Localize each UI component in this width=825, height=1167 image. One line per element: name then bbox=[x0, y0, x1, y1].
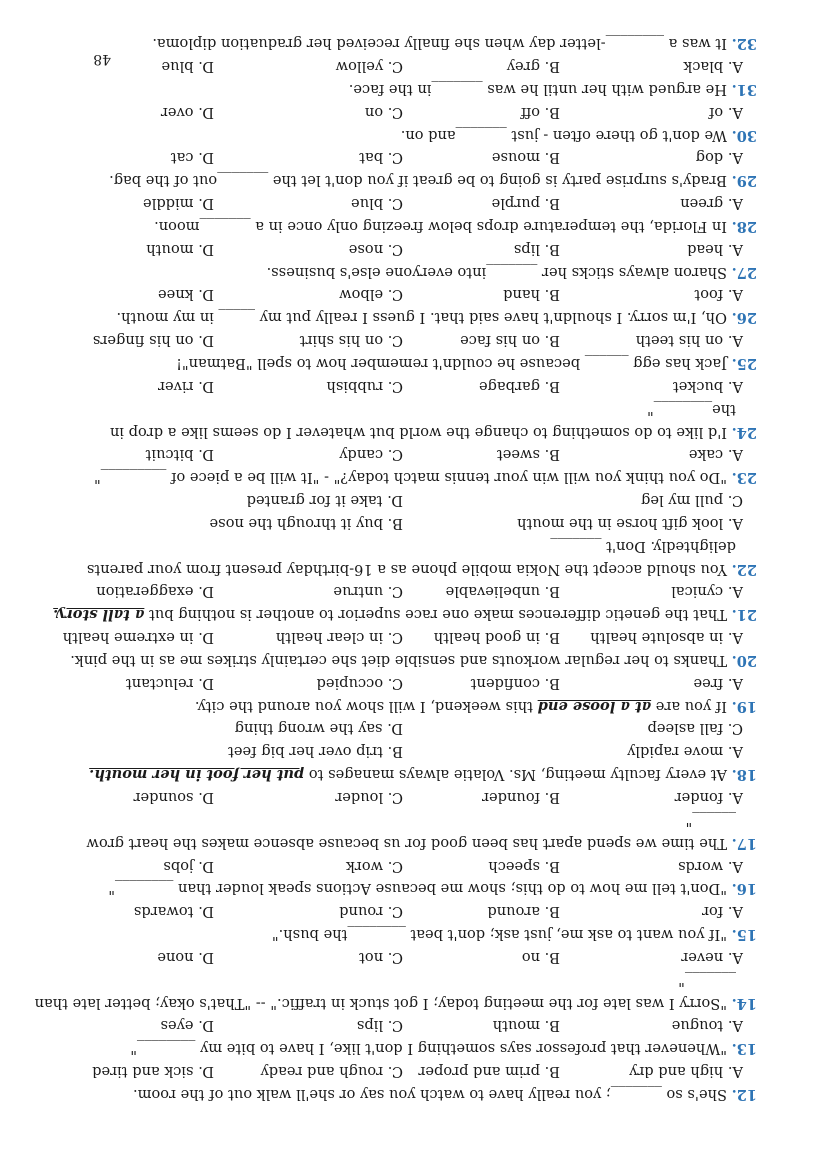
answer-blank: ______ bbox=[584, 355, 629, 372]
answer-options bbox=[61, 717, 757, 740]
answer-options bbox=[61, 625, 757, 648]
answer-option[interactable]: C. work bbox=[345, 857, 403, 875]
question-21 bbox=[53, 580, 757, 626]
question-32 bbox=[61, 31, 757, 54]
answer-blank: _______ bbox=[486, 263, 538, 281]
question-18 bbox=[61, 717, 757, 786]
question-number: 16. bbox=[731, 880, 757, 898]
answer-option[interactable]: A. move rapidly bbox=[627, 743, 743, 761]
answer-option[interactable]: B. buy it through the nose bbox=[209, 514, 403, 532]
answer-option[interactable]: A. head bbox=[687, 240, 743, 258]
question-text-line bbox=[61, 123, 757, 146]
question-text: out of the bag. bbox=[109, 172, 218, 190]
question-number: 12. bbox=[731, 1086, 757, 1103]
answer-option[interactable]: D. sick and tired bbox=[92, 1063, 214, 1081]
question-text: " bbox=[685, 811, 693, 829]
answer-option[interactable]: A. dog bbox=[695, 149, 743, 167]
question-text: moon. bbox=[154, 217, 200, 235]
answer-option[interactable]: C. not bbox=[359, 948, 403, 966]
question-number: 23. bbox=[731, 469, 757, 487]
question-28 bbox=[61, 191, 757, 237]
question-text-line bbox=[61, 420, 757, 443]
answer-option[interactable]: D. middle bbox=[143, 195, 214, 213]
answer-option[interactable]: D. exaggeration bbox=[96, 583, 214, 601]
answer-option[interactable]: D. over bbox=[160, 103, 214, 121]
question-text-line bbox=[53, 602, 757, 625]
answer-option[interactable]: C. bat bbox=[359, 149, 403, 167]
question-list bbox=[34, 31, 757, 1105]
question-text: Thanks to her regular workouts and sensible diet she certainly strikes me as in the pink. bbox=[70, 651, 727, 669]
question-text: this weekend, I will show you around the city. bbox=[194, 697, 538, 715]
question-number: 15. bbox=[731, 926, 757, 944]
idiom-phrase: a tall story. bbox=[53, 606, 145, 624]
question-13 bbox=[61, 1014, 757, 1060]
answer-option[interactable]: D. reluctant bbox=[125, 674, 214, 692]
answer-blank: _____ bbox=[218, 309, 255, 327]
question-text: He argued with her until he was bbox=[482, 80, 727, 98]
answer-option[interactable]: C. on bbox=[364, 103, 403, 121]
question-text: She's so bbox=[661, 1086, 727, 1103]
answer-blank: ________ bbox=[605, 35, 665, 53]
answer-option[interactable]: D. knee bbox=[158, 286, 214, 304]
question-23 bbox=[61, 443, 757, 489]
answer-option[interactable]: B. hand bbox=[503, 286, 560, 304]
question-text: "Whenever that professor says something I don't like, I have to bite my bbox=[195, 1040, 727, 1058]
question-text-line bbox=[61, 1082, 757, 1105]
question-25 bbox=[61, 328, 757, 374]
answer-option[interactable]: C. round bbox=[339, 903, 403, 921]
answer-option[interactable]: B. founder bbox=[482, 789, 560, 807]
question-text-line bbox=[61, 922, 757, 945]
answer-blank: ________ bbox=[114, 880, 174, 898]
question-text: "Sorry I was late for the meeting today; I got stuck in traffic." -- "That's okay; better late than bbox=[34, 994, 727, 1012]
answer-option[interactable]: B. unbelievable bbox=[445, 583, 560, 601]
question-text: "Don't tell me how to do this; show me because Actions speak louder than bbox=[173, 880, 727, 898]
answer-option[interactable]: A. green bbox=[680, 195, 743, 213]
answer-option[interactable]: D. take it for granted bbox=[246, 492, 403, 510]
answer-option[interactable]: B. mouse bbox=[491, 149, 560, 167]
answer-options bbox=[61, 328, 757, 351]
answer-options bbox=[61, 945, 757, 968]
answer-option[interactable]: D. sounder bbox=[133, 789, 214, 807]
question-text: " bbox=[130, 1040, 137, 1058]
question-27 bbox=[61, 237, 757, 283]
question-text-line bbox=[61, 77, 757, 100]
answer-option[interactable]: D. cat bbox=[170, 149, 214, 167]
question-26 bbox=[61, 283, 757, 329]
question-text-line bbox=[61, 214, 757, 237]
answer-option[interactable]: D. say the wrong thing bbox=[234, 720, 403, 738]
question-text: Sharon always sticks her bbox=[537, 263, 727, 281]
answer-option[interactable]: D. bitcuit bbox=[145, 446, 214, 464]
question-12 bbox=[61, 1059, 757, 1105]
answer-blank: _______ bbox=[684, 971, 736, 989]
question-text: delightedly. Don't bbox=[601, 537, 736, 555]
answer-options bbox=[61, 1014, 757, 1037]
question-text: I'd like to do something to change the world but whatever I do seems like a drop in bbox=[109, 423, 727, 441]
answer-option[interactable]: A. foot bbox=[694, 286, 743, 304]
answer-option[interactable]: A. words bbox=[678, 857, 743, 875]
question-number: 22. bbox=[731, 560, 757, 578]
answer-option[interactable]: A. free bbox=[693, 674, 743, 692]
question-number: 30. bbox=[731, 126, 757, 144]
answer-option[interactable]: B. sweet bbox=[496, 446, 560, 464]
question-text-line bbox=[34, 991, 757, 1014]
answer-options bbox=[61, 100, 757, 123]
question-text: At every faculty meeting, Ms. Volatie always manages to bbox=[304, 766, 727, 784]
answer-option[interactable]: B. prim and proper bbox=[418, 1063, 560, 1081]
answer-blank: ________ bbox=[653, 400, 713, 418]
question-text-line bbox=[61, 168, 757, 191]
answer-options bbox=[61, 580, 757, 603]
answer-blank: _________ bbox=[100, 469, 167, 487]
answer-option[interactable]: B. in good health bbox=[433, 629, 560, 647]
idiom-phrase: at a loose end bbox=[537, 697, 652, 715]
answer-option[interactable]: A. of bbox=[708, 103, 743, 121]
answer-options bbox=[61, 785, 757, 808]
answer-option[interactable]: C. rough and ready bbox=[260, 1063, 403, 1081]
question-text: in my mouth. bbox=[116, 309, 219, 327]
question-text: It was a bbox=[664, 35, 727, 53]
answer-options bbox=[61, 740, 757, 763]
question-text-line bbox=[61, 31, 757, 54]
question-text: -letter day when she finally received her graduation diploma. bbox=[152, 35, 606, 53]
answer-option[interactable]: C. rubbish bbox=[326, 377, 403, 395]
question-text: "Do you think you will win your tennis match today?" - "It will be a piece of bbox=[166, 469, 727, 487]
answer-option[interactable]: B. mouth bbox=[492, 1017, 560, 1035]
question-number: 17. bbox=[731, 834, 757, 852]
answer-option[interactable]: B. on his face bbox=[460, 332, 560, 350]
answer-blank: _______ bbox=[610, 1086, 662, 1103]
answer-option[interactable]: A. black bbox=[683, 58, 743, 76]
idiom-phrase: put her foot in her mouth. bbox=[89, 766, 305, 784]
question-text-line bbox=[61, 534, 757, 557]
question-text: The time we spend apart has been good for us because absence makes the heart grow bbox=[86, 834, 727, 852]
question-text: " bbox=[108, 880, 115, 898]
question-text: We don't go there often - just bbox=[506, 126, 727, 144]
question-text-line bbox=[61, 762, 757, 785]
answer-option[interactable]: C. elbow bbox=[339, 286, 403, 304]
question-text-line bbox=[61, 351, 757, 374]
question-number: 28. bbox=[731, 217, 757, 235]
question-text: the bbox=[712, 400, 736, 418]
answer-option[interactable]: B. speech bbox=[488, 857, 560, 875]
question-text: " bbox=[678, 971, 685, 989]
answer-options bbox=[61, 1059, 757, 1082]
answer-option[interactable]: D. in extreme health bbox=[62, 629, 214, 647]
page-number: 48 bbox=[93, 51, 111, 67]
answer-option[interactable]: A. cynical bbox=[671, 583, 743, 601]
answer-blank: _______ bbox=[199, 217, 251, 235]
answer-options bbox=[61, 374, 757, 397]
question-number: 31. bbox=[731, 80, 757, 98]
question-text-line bbox=[61, 397, 757, 420]
answer-options bbox=[61, 191, 757, 214]
answer-blank: ________ bbox=[347, 926, 406, 944]
question-17 bbox=[61, 785, 757, 854]
question-number: 25. bbox=[731, 355, 757, 372]
answer-option[interactable]: C. pull my leg bbox=[640, 492, 743, 510]
question-text: the bush." bbox=[271, 926, 348, 944]
question-number: 29. bbox=[731, 172, 757, 190]
question-15 bbox=[61, 899, 757, 945]
question-number: 13. bbox=[731, 1040, 757, 1058]
question-text-line bbox=[61, 808, 757, 831]
answer-options bbox=[61, 54, 757, 77]
question-text: If you are bbox=[651, 697, 727, 715]
answer-options bbox=[61, 899, 757, 922]
answer-blank: ________ bbox=[136, 1040, 196, 1058]
question-text-line bbox=[61, 877, 757, 900]
answer-option[interactable]: C. occupied bbox=[316, 674, 403, 692]
answer-option[interactable]: B. lips bbox=[513, 240, 560, 258]
answer-options bbox=[61, 237, 757, 260]
question-text: "If you want to ask me, just ask; don't beat bbox=[405, 926, 727, 944]
answer-option[interactable]: A. bucket bbox=[672, 377, 743, 395]
answer-options bbox=[61, 146, 757, 169]
question-number: 32. bbox=[731, 35, 757, 53]
answer-options bbox=[61, 283, 757, 306]
answer-options bbox=[61, 488, 757, 511]
question-16 bbox=[61, 854, 757, 900]
answer-option[interactable]: A. cake bbox=[688, 446, 743, 464]
answer-blank: ______ bbox=[692, 811, 736, 829]
answer-options bbox=[61, 511, 757, 534]
question-text-line bbox=[61, 694, 757, 717]
question-text: Oh, I'm sorry. I shouldn't have said that. I guess I really put my bbox=[254, 309, 727, 327]
answer-options bbox=[61, 854, 757, 877]
answer-option[interactable]: A. for bbox=[702, 903, 743, 921]
question-number: 19. bbox=[731, 697, 757, 715]
question-text: because he couldn't remember how to spell "Batman"! bbox=[176, 355, 585, 372]
answer-option[interactable]: C. in clear health bbox=[275, 629, 403, 647]
question-number: 20. bbox=[731, 651, 757, 669]
question-text: " bbox=[647, 400, 654, 418]
question-number: 18. bbox=[731, 766, 757, 784]
question-text-line bbox=[61, 557, 757, 580]
answer-option[interactable]: A. on his teeth bbox=[635, 332, 743, 350]
answer-option[interactable]: B. garbage bbox=[478, 377, 560, 395]
question-text-line bbox=[61, 465, 757, 488]
answer-blank: _______ bbox=[455, 126, 507, 144]
question-22 bbox=[61, 488, 757, 579]
answer-option[interactable]: D. mouth bbox=[146, 240, 214, 258]
question-text-line bbox=[61, 968, 757, 991]
answer-options bbox=[61, 443, 757, 466]
answer-option[interactable]: C. fall asleep bbox=[647, 720, 743, 738]
answer-blank: _______ bbox=[550, 537, 602, 555]
question-20 bbox=[61, 625, 757, 671]
answer-option[interactable]: C. blue bbox=[351, 195, 403, 213]
question-31 bbox=[61, 54, 757, 100]
answer-option[interactable]: D. blue bbox=[161, 58, 214, 76]
answer-option[interactable]: C. candy bbox=[339, 446, 403, 464]
answer-option[interactable]: D. jobs bbox=[163, 857, 214, 875]
question-text: In Florida, the temperature drops below freezing only once in a bbox=[250, 217, 727, 235]
question-text: You should accept the Nokia mobile phone as a 16-birthday present from your parents bbox=[86, 560, 727, 578]
question-text: into everyone else's business. bbox=[266, 263, 487, 281]
question-14 bbox=[34, 945, 757, 1014]
answer-option[interactable]: B. no bbox=[521, 948, 560, 966]
answer-option[interactable]: A. look gift horse in the mouth bbox=[517, 514, 743, 532]
question-text: in the face. bbox=[348, 80, 432, 98]
question-text: That the genetic differences make one race superior to another is nothing but bbox=[144, 606, 727, 624]
question-text-line bbox=[61, 305, 757, 328]
answer-option[interactable]: B. confident bbox=[470, 674, 560, 692]
answer-option[interactable]: C. nose bbox=[348, 240, 403, 258]
question-text: ; you really have to watch you say or she'll walk out of the room. bbox=[132, 1086, 611, 1103]
question-text-line bbox=[61, 260, 757, 283]
question-text: and on. bbox=[400, 126, 456, 144]
question-number: 14. bbox=[731, 994, 757, 1012]
question-text: " bbox=[94, 469, 101, 487]
answer-option[interactable]: B. purple bbox=[491, 195, 560, 213]
answer-option[interactable]: A. in absolute health bbox=[590, 629, 743, 647]
answer-option[interactable]: A. fonder bbox=[674, 789, 743, 807]
answer-option[interactable]: B. off bbox=[520, 103, 560, 121]
question-text-line bbox=[61, 1036, 757, 1059]
question-text: Jack has egg bbox=[628, 355, 727, 372]
question-number: 27. bbox=[731, 263, 757, 281]
question-24 bbox=[61, 374, 757, 443]
answer-option[interactable]: D. towards bbox=[133, 903, 214, 921]
question-number: 24. bbox=[731, 423, 757, 441]
answer-option[interactable]: D. river bbox=[158, 377, 214, 395]
answer-blank: _______ bbox=[431, 80, 483, 98]
answer-options bbox=[61, 671, 757, 694]
answer-option[interactable]: C. lips bbox=[356, 1017, 403, 1035]
question-text: Brady's surprise party is going to be great if you don't let the bbox=[268, 172, 727, 190]
answer-option[interactable]: B. trip over her big feet bbox=[228, 743, 403, 761]
answer-option[interactable]: A. tougue bbox=[671, 1017, 743, 1035]
answer-option[interactable]: D. on his fingers bbox=[92, 332, 214, 350]
answer-option[interactable]: A. never bbox=[681, 948, 743, 966]
answer-option[interactable]: D. none bbox=[157, 948, 214, 966]
answer-option[interactable]: C. yellow bbox=[335, 58, 403, 76]
answer-option[interactable]: B. around bbox=[487, 903, 560, 921]
question-text-line bbox=[61, 831, 757, 854]
answer-option[interactable]: B. grey bbox=[506, 58, 560, 76]
question-19 bbox=[61, 671, 757, 717]
answer-option[interactable]: C. on his shirt bbox=[299, 332, 403, 350]
question-29 bbox=[61, 146, 757, 192]
answer-option[interactable]: D. eyes bbox=[160, 1017, 214, 1035]
answer-option[interactable]: C. untrue bbox=[333, 583, 403, 601]
question-30 bbox=[61, 100, 757, 146]
question-number: 21. bbox=[731, 606, 757, 624]
question-text-line bbox=[61, 648, 757, 671]
answer-option[interactable]: C. louder bbox=[335, 789, 403, 807]
answer-blank: _______ bbox=[217, 172, 269, 190]
question-number: 26. bbox=[731, 309, 757, 327]
answer-option[interactable]: A. high and dry bbox=[629, 1063, 743, 1081]
